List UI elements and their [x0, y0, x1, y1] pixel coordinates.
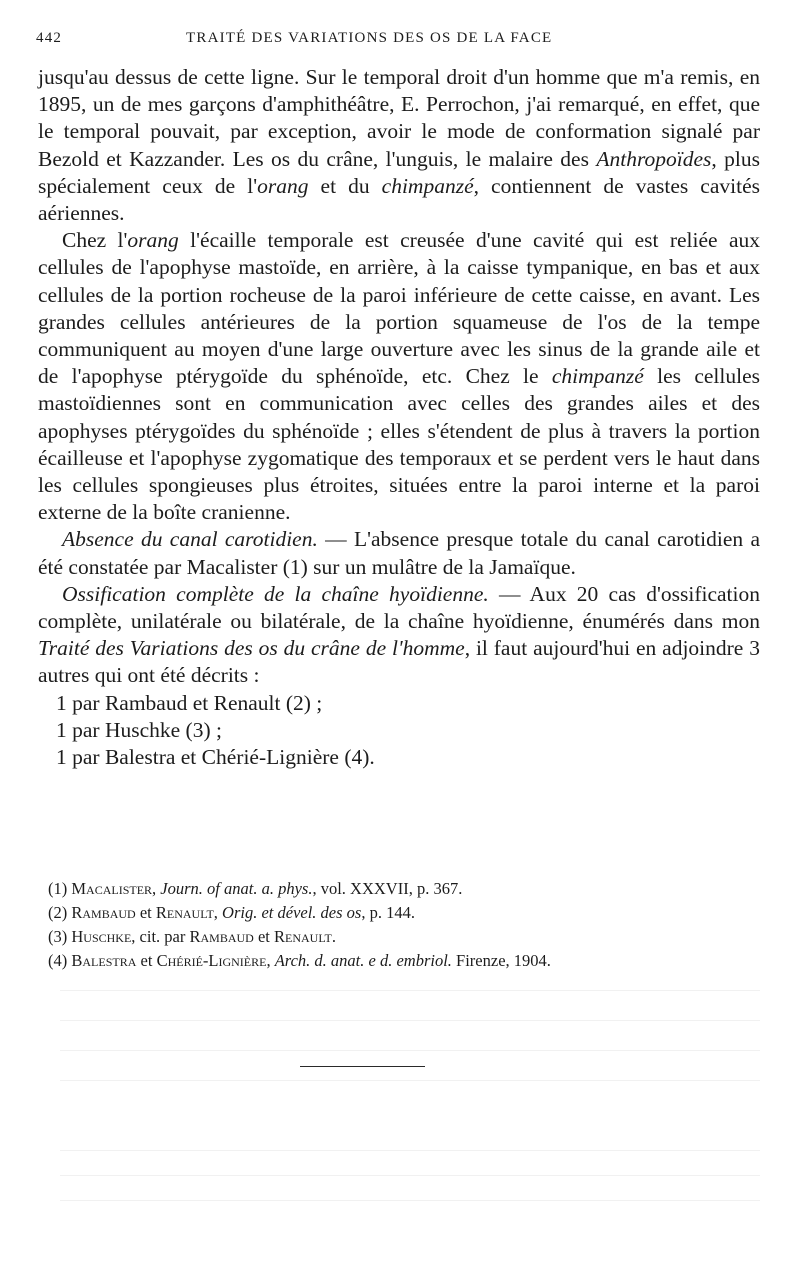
italic-term: Anthropoïdes	[596, 146, 712, 171]
paragraph-chaine-hyoidienne	[38, 581, 760, 690]
footnote-number: (3)	[48, 927, 68, 946]
show-through-line	[60, 1150, 760, 1151]
section-heading-italic: Ossification complète de la chaîne hyoïdienne.	[62, 581, 489, 606]
footnote-author: Huschke,	[71, 927, 136, 946]
footnote-number: (4)	[48, 951, 68, 970]
footnote-author: Renault,	[155, 903, 218, 922]
footnote-journal: Journ. of anat. a. phys.	[160, 879, 313, 898]
italic-term: chimpanzé	[551, 364, 644, 389]
show-through-line	[60, 1200, 760, 1201]
footnote-4	[48, 949, 760, 973]
text-run: , contiennent de vastes cavités aériennes.	[38, 173, 761, 226]
footnote-text: et	[135, 903, 156, 922]
footnote-author: Rambaud	[189, 927, 254, 946]
running-head	[36, 30, 760, 54]
footnote-author: Macalister,	[71, 879, 157, 898]
page-number: 442	[36, 30, 63, 46]
show-through-line	[60, 1175, 760, 1176]
paragraph-canal-carotidien	[38, 526, 760, 580]
footnote-number: (2)	[48, 903, 68, 922]
running-title: TRAITÉ DES VARIATIONS DES OS DE LA FACE	[186, 30, 553, 46]
body-text	[38, 64, 760, 771]
footnote-text: Firenze, 1904.	[451, 951, 551, 970]
footnote-text: et	[253, 927, 274, 946]
italic-term: chimpanzé	[381, 173, 474, 198]
italic-term: orang	[127, 228, 179, 253]
footnote-2	[48, 901, 760, 925]
list-item: 1 par Rambaud et Renault (2) ;	[56, 690, 323, 715]
text-run: , il faut aujourd'hui en adjoindre 3 autres qui ont été décrits :	[38, 636, 760, 688]
footnote-text: , vol. XXXVII, p. 367.	[312, 879, 463, 898]
footnote-3	[48, 925, 760, 949]
text-run: , plus spécialement ceux de l'	[38, 146, 760, 198]
text-run: — L'absence presque totale du canal carotidien a été constatée par Macalister (1) sur un mulâtre de la Jamaïque.	[38, 527, 760, 579]
footnote-author: Balestra	[71, 951, 137, 970]
show-through-line	[60, 1020, 760, 1021]
show-through-line	[60, 1050, 760, 1051]
footnote-author: Rambaud	[71, 903, 136, 922]
text-run: l'écaille temporale est creusée d'une cavité qui est reliée aux cellules de l'apophyse mastoïde, en arrière, à la caisse tympanique, en bas et aux cellules de la portion rocheuse de la paroi inférieure de cette caisse, en avant. Les grandes cellules antérieures de la portion squameuse de l'os de la tempe communiquent au moyen d'une large ouverture avec les sinus de la grande aile et de l'apophyse ptérygoïde du sphénoïde, etc. Chez le	[38, 228, 760, 389]
show-through-line	[60, 990, 760, 991]
footnote-author: Chérié-Lignière,	[156, 951, 271, 970]
end-rule	[300, 1066, 425, 1067]
footnote-journal: Arch. d. anat. e d. embriol.	[274, 951, 452, 970]
footnote-1	[48, 877, 760, 901]
footnote-author: Renault.	[274, 927, 337, 946]
paragraph-continuation	[38, 64, 760, 227]
italic-title: Traité des Variations des os du crâne de l'homme	[38, 636, 465, 661]
footnote-text: et	[136, 951, 157, 970]
footnote-text: cit. par	[135, 927, 190, 946]
italic-term: orang	[257, 173, 309, 198]
text-run: jusqu'au dessus de cette ligne. Sur le temporal droit d'un homme que m'a remis, en 1895, un de mes garçons d'amphithéâtre, E. Perrochon, j'ai remarqué, en effet, que le temporal pouvait, par exception, avoir le mode de conformation signalé par Bezold et Kazzander. Les os du crâne, l'unguis, le malaire des	[38, 65, 760, 171]
section-heading-italic: Absence du canal carotidien.	[62, 527, 318, 552]
text-run: Chez l'	[62, 228, 128, 253]
text-run: — Aux 20 cas d'ossification complète, unilatérale ou bilatérale, de la chaîne hyoïdienne, énumérés dans mon	[38, 581, 760, 634]
text-run: les cellules mastoïdiennes sont en communication avec celles des grandes ailes et des apophyses ptérygoïdes du sphénoïde ; elles s'étendent de plus à travers la portion écailleuse et l'apophyse zygomatique des temporaux et se perdent vers le haut dans les cellules spongieuses plus étroites, situées entre la paroi interne et la paroi externe de la boîte cranienne.	[38, 364, 760, 525]
footnote-journal: Orig. et dével. des os	[222, 903, 362, 922]
footnotes	[48, 877, 760, 973]
paragraph-orang	[38, 227, 760, 526]
footnote-number: (1)	[48, 879, 68, 898]
list-item: 1 par Huschke (3) ;	[56, 717, 222, 742]
text-run: et du	[308, 173, 382, 198]
footnote-text: , p. 144.	[361, 903, 415, 922]
list-item: 1 par Balestra et Chérié-Lignière (4).	[56, 745, 375, 770]
show-through-line	[60, 1080, 760, 1081]
